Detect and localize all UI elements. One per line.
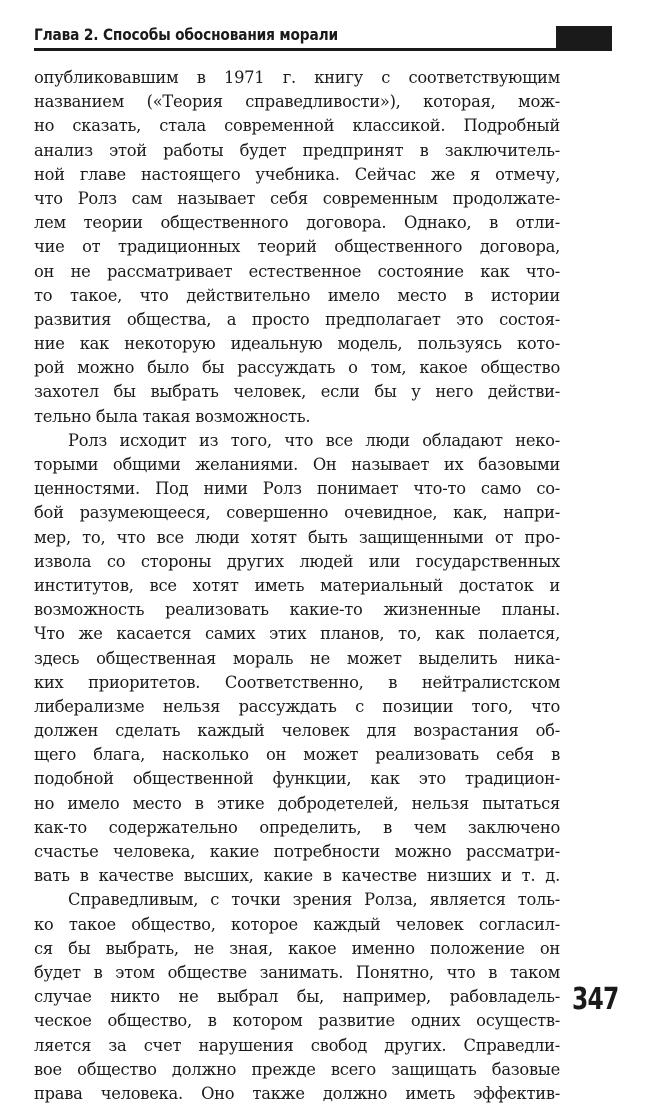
text-line: ческое общество, в котором развитие одних осуществ- <box>34 1011 560 1031</box>
text-line: вое общество должно прежде всего защищать базовые <box>34 1059 560 1079</box>
text-line: но имело место в этике добродетелей, нельзя пытаться <box>34 793 560 813</box>
chapter-title: Глава 2. Способы обоснования морали <box>34 25 338 44</box>
text-line: развития общества, а просто предполагает это состоя- <box>34 309 560 329</box>
text-line: Ролз исходит из того, что все люди обладают неко- <box>68 430 560 450</box>
text-line: названием («Теория справедливости»), которая, мож- <box>34 92 560 112</box>
text-line: ной главе настоящего учебника. Сейчас же я отмечу, <box>34 164 560 184</box>
text-line: лем теории общественного договора. Однако, в отли- <box>34 213 560 233</box>
body-text <box>34 66 560 1106</box>
text-line: анализ этой работы будет предпринят в заключитель- <box>34 140 560 160</box>
running-header <box>34 22 612 52</box>
text-line: случае никто не выбрал бы, например, рабовладель- <box>34 987 560 1007</box>
text-line: щего блага, насколько он может реализовать себя в <box>34 745 560 765</box>
text-line: захотел бы выбрать человек, если бы у него действи- <box>34 382 560 402</box>
text-line: ние как некоторую идеальную модель, пользуясь кото- <box>34 334 560 354</box>
text-line: тельно была такая возможность. <box>34 406 311 426</box>
header-rule <box>34 48 612 51</box>
text-line: подобной общественной функции, как это традицион- <box>34 769 560 789</box>
text-line: извола со стороны других людей или государственных <box>34 551 560 571</box>
text-line: ляется за счет нарушения свобод других. Справедли- <box>34 1035 560 1055</box>
text-line: будет в этом обществе занимать. Понятно, что в таком <box>34 962 560 982</box>
page-number: 347 <box>572 982 619 1017</box>
text-line: ся бы выбрать, не зная, какое именно положение он <box>34 938 560 958</box>
text-line: Что же касается самих этих планов, то, как полается, <box>34 624 560 644</box>
text-line: ценностями. Под ними Ролз понимает что-то само со- <box>34 479 560 499</box>
text-line: возможность реализовать какие-то жизненные планы. <box>34 600 560 620</box>
text-line: либерализме нельзя рассуждать с позиции того, что <box>34 696 560 716</box>
text-line: права человека. Оно также должно иметь эффектив- <box>34 1083 560 1103</box>
text-line: институтов, все хотят иметь материальный достаток и <box>34 575 560 595</box>
text-line: здесь общественная мораль не может выделить никa- <box>34 648 560 668</box>
text-line: он не рассматривает естественное состояние как что- <box>34 261 560 281</box>
text-line: опубликовавшим в 1971 г. книгу с соответствующим <box>34 68 560 87</box>
text-line: вать в качестве высших, какие в качестве низших и т. д. <box>34 866 560 886</box>
text-line: то такое, что действительно имело место в истории <box>34 285 560 305</box>
text-line: чие от традиционных теорий общественного договора, <box>34 237 560 257</box>
text-line: рой можно было бы рассуждать о том, какое общество <box>34 358 560 378</box>
text-line: торыми общими желаниями. Он называет их базовыми <box>34 455 560 474</box>
text-line: ких приоритетов. Соответственно, в нейтралистском <box>34 672 560 692</box>
text-line: бой разумеющееся, совершенно очевидное, как, напри- <box>34 503 560 523</box>
text-line: Справедливым, с точки зрения Ролза, является толь- <box>68 890 560 910</box>
text-line: что Ролз сам называет себя современным продолжате- <box>34 188 560 208</box>
text-line: как-то содержательно определить, в чем заключено <box>34 817 560 837</box>
text-line: мер, то, что все люди хотят быть защищенными от про- <box>34 527 560 547</box>
text-line: счастье человека, какие потребности можно рассматри- <box>34 842 560 861</box>
text-line: ко такое общество, которое каждый человек согласил- <box>34 914 560 934</box>
text-line: должен сделать каждый человек для возрастания об- <box>34 721 560 741</box>
text-line: но сказать, стала современной классикой. Подробный <box>34 116 560 136</box>
header-black-block <box>556 26 612 50</box>
